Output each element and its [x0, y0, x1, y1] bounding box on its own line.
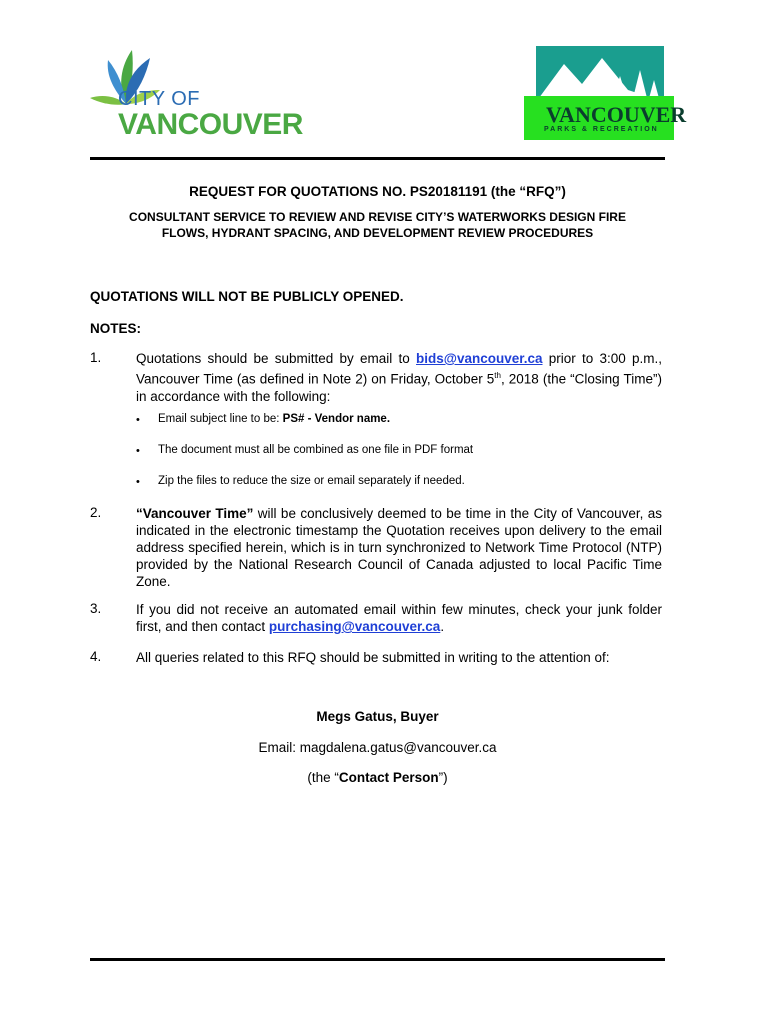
note-1-text [136, 350, 662, 405]
vancouver-parks-logo [524, 46, 687, 140]
note-1-sup: th [494, 371, 501, 380]
note-2-number: 2. [90, 505, 102, 520]
subtitle-line-1: CONSULTANT SERVICE TO REVIEW AND REVISE CITY’S WATERWORKS DESIGN FIRE [129, 210, 626, 224]
city-of-vancouver-logo [88, 42, 303, 142]
note-4-text: All queries related to this RFQ should be submitted in writing to the attention of: [136, 650, 610, 665]
note-1-pre: Quotations should be submitted by email to [136, 351, 417, 366]
rfq-subtitle [90, 209, 665, 241]
purchasing-email-link[interactable]: purchasing@vancouver.ca [268, 619, 441, 634]
not-opened-heading: QUOTATIONS WILL NOT BE PUBLICLY OPENED. [90, 289, 404, 304]
bullet-1 [158, 413, 390, 425]
bullet-1-bold: PS# - Vendor name. [282, 413, 391, 425]
bullet-2: The document must all be combined as one file in PDF format [158, 444, 474, 456]
rfq-title: REQUEST FOR QUOTATIONS NO. PS20181191 (the “RFQ”) [189, 184, 566, 199]
bids-email-link[interactable]: bids@vancouver.ca [416, 351, 543, 366]
parks-recreation-text: PARKS & RECREATION [544, 126, 659, 133]
note-2-body: will be conclusively deemed to be time in the City of Vancouver, as indicated in the electronic timestamp the Quotation receives upon delivery to the email address specified herein, which is in turn synchronized to Network Time Protocol (NTP) provided by the National Research Council of Canada adjusted to local Pacific Time Zone. [136, 506, 662, 589]
contact-person-pre: (the “ [307, 770, 339, 785]
contact-email: Email: magdalena.gatus@vancouver.ca [258, 740, 497, 755]
logo-vancouver-text: VANCOUVER [118, 108, 303, 141]
parks-vancouver-text: VANCOUVER [546, 102, 687, 127]
contact-person-label [90, 770, 665, 785]
notes-heading: NOTES: [90, 321, 142, 336]
note-3-number: 3. [90, 601, 102, 616]
note-2-bold: “Vancouver Time” [136, 506, 254, 521]
note-3-pre: If you did not receive an automated email within few minutes, check your junk folder first, and then contact [136, 602, 662, 634]
note-1-post: , 2018 (the “Closing Time”) in accordance with the following: [136, 371, 662, 404]
subtitle-line-2: FLOWS, HYDRANT SPACING, AND DEVELOPMENT REVIEW PROCEDURES [161, 226, 594, 240]
note-3-post: . [440, 619, 445, 634]
bullet-icon: • [136, 414, 140, 426]
note-4-number: 4. [90, 649, 102, 664]
contact-person-post: ”) [438, 770, 448, 785]
bullet-3: Zip the files to reduce the size or email separately if needed. [158, 475, 465, 487]
note-1-mid: prior to 3:00 p.m., Vancouver Time (as defined in Note 2) on Friday, October 5 [136, 351, 662, 387]
bullet-1-pre: Email subject line to be: [158, 413, 283, 425]
note-2-text [136, 505, 662, 590]
bullet-icon: • [136, 476, 140, 488]
logo-city-of-text: CITY OF [118, 88, 201, 110]
contact-name: Megs Gatus, Buyer [316, 709, 439, 724]
header-rule [90, 157, 665, 160]
contact-person-bold: Contact Person [338, 770, 439, 785]
bullet-icon: • [136, 445, 140, 457]
note-3-text [136, 601, 662, 635]
footer-rule [90, 958, 665, 961]
note-1-number: 1. [90, 350, 102, 365]
